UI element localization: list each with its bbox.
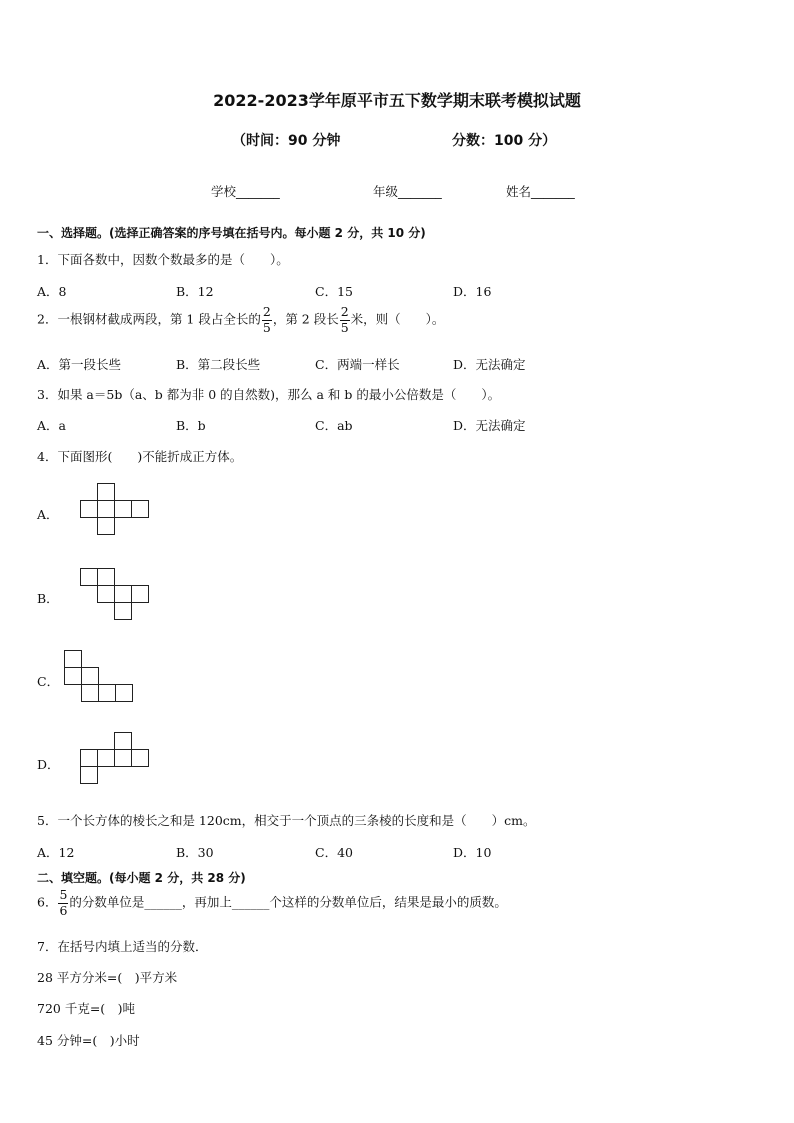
question-2 — [37, 306, 444, 334]
q1-option-b: B．12 — [176, 284, 214, 299]
q2-text-post: 米，则（ ）。 — [350, 311, 445, 327]
q2-option-c: C．两端一样长 — [315, 357, 400, 372]
question-1: 1．下面各数中，因数个数最多的是（ ）。 — [37, 252, 289, 267]
q5-option-d: D．10 — [453, 845, 492, 860]
q6-text: 的分数单位是______，再加上______个这样的分数单位后，结果是最小的质数。 — [69, 894, 507, 910]
question-7: 7．在括号内填上适当的分数． — [37, 939, 208, 954]
q6-number: 6． — [37, 894, 58, 910]
q4-label-a: A． — [37, 507, 59, 522]
q4-net-a — [80, 483, 152, 541]
q1-option-c: C．15 — [315, 284, 353, 299]
exam-title: 2022-2023学年原平市五下数学期末联考模拟试题 — [213, 91, 581, 110]
grade-field: 年级_______ — [373, 184, 442, 199]
exam-score: 分数：100 分） — [452, 133, 557, 149]
q2-fraction-1: $\frac{2}{5}$ — [262, 304, 271, 335]
q2-option-b: B．第二段长些 — [176, 357, 261, 372]
q5-option-a: A．12 — [37, 845, 75, 860]
section-1-heading: 一、选择题。(选择正确答案的序号填在括号内。每小题 2 分，共 10 分) — [37, 226, 426, 240]
q1-option-d: D．16 — [453, 284, 492, 299]
question-6 — [37, 889, 507, 917]
q2-text-mid: ，第 2 段长 — [272, 311, 339, 327]
q7-line-1: 28 平方分米=( )平方米 — [37, 970, 178, 985]
exam-time: （时间：90 分钟 — [232, 133, 341, 149]
q3-option-b: B．b — [176, 418, 206, 433]
q2-fraction-2: $\frac{2}{5}$ — [340, 304, 349, 335]
q2-text-pre: 2．一根钢材截成两段，第 1 段占全长的 — [37, 311, 261, 327]
question-3: 3．如果 a＝5b（a、b 都为非 0 的自然数)，那么 a 和 b 的最小公倍数是（ ）。 — [37, 387, 501, 402]
q4-label-b: B． — [37, 591, 59, 606]
question-5: 5．一个长方体的棱长之和是 120cm，相交于一个顶点的三条棱的长度和是（ ）cm。 — [37, 813, 536, 828]
q3-option-c: C．ab — [315, 418, 353, 433]
q7-line-2: 720 千克=( )吨 — [37, 1001, 136, 1016]
q6-fraction: $\frac{5}{6}$ — [59, 887, 68, 918]
q4-net-c — [64, 650, 138, 710]
q2-option-a: A．第一段长些 — [37, 357, 122, 372]
q5-option-b: B．30 — [176, 845, 214, 860]
q4-net-b — [80, 568, 152, 628]
section-2-heading: 二、填空题。(每小题 2 分，共 28 分) — [37, 871, 246, 885]
q4-label-c: C． — [37, 674, 60, 689]
q5-option-c: C．40 — [315, 845, 353, 860]
question-4: 4．下面图形( )不能折成正方体。 — [37, 449, 243, 464]
name-field: 姓名_______ — [506, 184, 575, 199]
q4-net-d — [78, 732, 152, 792]
q3-option-d: D．无法确定 — [453, 418, 526, 433]
q4-label-d: D． — [37, 757, 60, 772]
school-field: 学校_______ — [211, 184, 280, 199]
q1-option-a: A．8 — [37, 284, 67, 299]
q3-option-a: A．a — [37, 418, 66, 433]
q7-line-3: 45 分钟=( )小时 — [37, 1033, 140, 1048]
q2-option-d: D．无法确定 — [453, 357, 526, 372]
